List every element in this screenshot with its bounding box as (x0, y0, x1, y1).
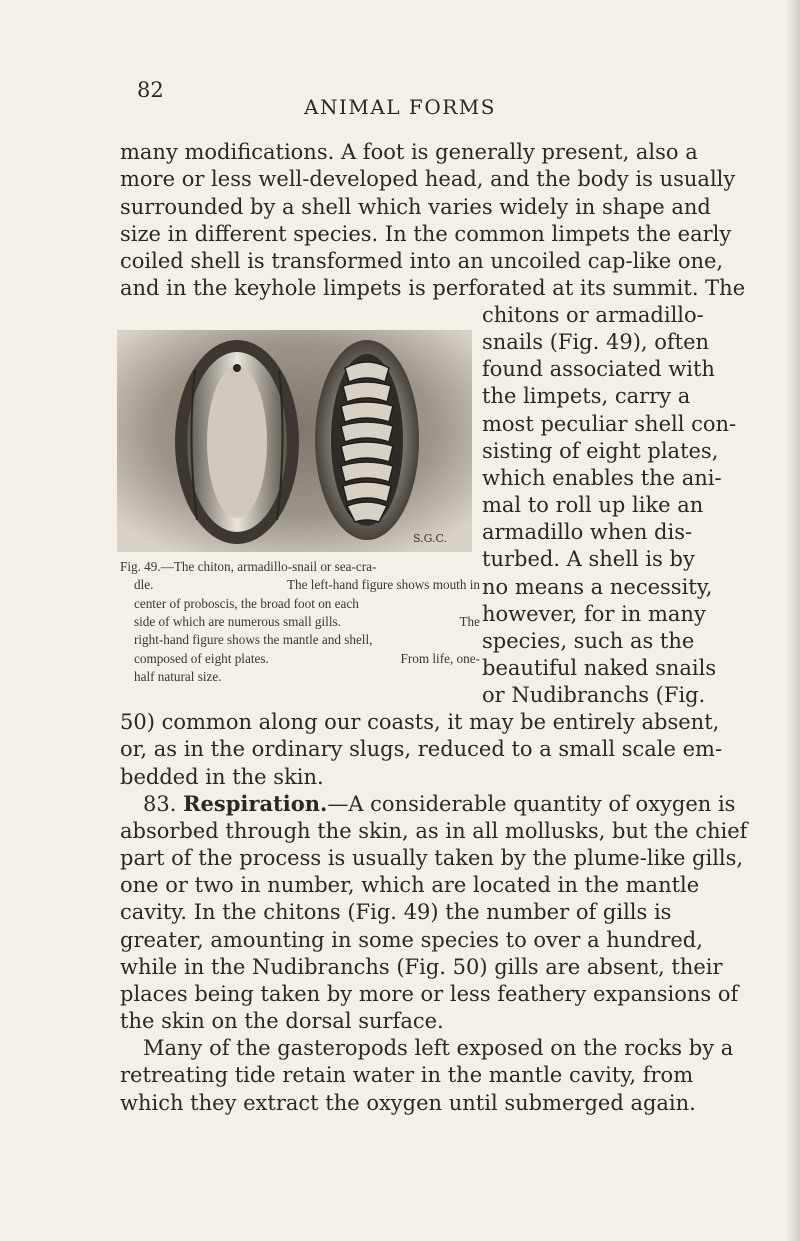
figure-signature: S.G.C. (412, 532, 447, 545)
caption-line: right-hand figure shows the mantle and shell, (134, 632, 373, 647)
text-line: which they extract the oxygen until submerged again. (120, 1091, 696, 1115)
text-line: 50) common along our coasts, it may be entirely absent, (120, 710, 720, 734)
text-line: places being taken by more or less feathery expansions of (120, 982, 739, 1006)
caption-line: From life, one- (400, 651, 480, 666)
text-line: or Nudibranchs (Fig. (482, 683, 706, 707)
text-line: cavity. In the chitons (Fig. 49) the number of gills is (120, 900, 672, 924)
running-head: ANIMAL FORMS (304, 95, 496, 119)
chiton-underside-figure (175, 340, 299, 544)
text-line: while in the Nudibranchs (Fig. 50) gills are absent, their (120, 955, 723, 979)
text-line: however, for in many (482, 602, 706, 626)
text-line: turbed. A shell is by (482, 547, 695, 571)
section-heading: Respiration. (183, 791, 328, 816)
text-line: size in different species. In the common limpets the early (120, 222, 732, 246)
section-number: 83. (143, 792, 177, 816)
text-line: surrounded by a shell which varies widely in shape and (120, 195, 711, 219)
caption-line: side of which are numerous small gills. (134, 614, 341, 629)
text-line: coiled shell is transformed into an uncoiled cap-like one, (120, 249, 724, 273)
text-line: absorbed through the skin, as in all mollusks, but the chief (120, 819, 748, 843)
caption-line: The left-hand figure shows mouth in (286, 577, 480, 592)
text-line: greater, amounting in some species to over a hundred, (120, 928, 703, 952)
text-line: or, as in the ordinary slugs, reduced to a small scale em- (120, 737, 723, 761)
text-line: many modifications. A foot is generally present, also a (120, 140, 698, 164)
caption-line: half natural size. (134, 669, 222, 684)
text-line: part of the process is usually taken by the plume-like gills, (120, 846, 744, 870)
chiton-illustration (117, 330, 472, 552)
caption-line: dle. (134, 577, 154, 592)
text-line: most peculiar shell con- (482, 412, 737, 436)
text-line: sisting of eight plates, (482, 439, 719, 463)
text-line: found associated with (482, 357, 715, 381)
caption-line: center of proboscis, the broad foot on each (134, 596, 359, 611)
chiton-dorsal-figure (315, 340, 419, 540)
text-line: mal to roll up like an (482, 493, 704, 517)
section-83-first-line (143, 791, 735, 817)
text-line: species, such as the (482, 629, 695, 653)
text-line: —A considerable quantity of oxygen is (327, 792, 736, 816)
text-line: and in the keyhole limpets is perforated at its summit. The (120, 276, 746, 300)
text-line: no means a necessity, (482, 575, 713, 599)
caption-line: The (459, 614, 480, 629)
text-line: chitons or armadillo- (482, 303, 704, 327)
text-line: the skin on the dorsal surface. (120, 1009, 444, 1033)
text-line: the limpets, carry a (482, 384, 691, 408)
text-line: snails (Fig. 49), often (482, 330, 710, 354)
text-line: more or less well-developed head, and the body is usually (120, 167, 736, 191)
text-line: one or two in number, which are located in the mantle (120, 873, 700, 897)
text-line: bedded in the skin. (120, 765, 324, 789)
page-edge-shadow (786, 0, 800, 1241)
caption-line: Fig. 49.—The chiton, armadillo-snail or sea-cra- (120, 559, 377, 574)
text-line: Many of the gasteropods left exposed on the rocks by a (143, 1036, 734, 1060)
text-line: beautiful naked snails (482, 656, 717, 680)
text-line: armadillo when dis- (482, 520, 693, 544)
caption-line: composed of eight plates. (134, 651, 269, 666)
text-line: which enables the ani- (482, 466, 722, 490)
page-number: 82 (137, 78, 164, 102)
text-line: retreating tide retain water in the mantle cavity, from (120, 1063, 694, 1087)
